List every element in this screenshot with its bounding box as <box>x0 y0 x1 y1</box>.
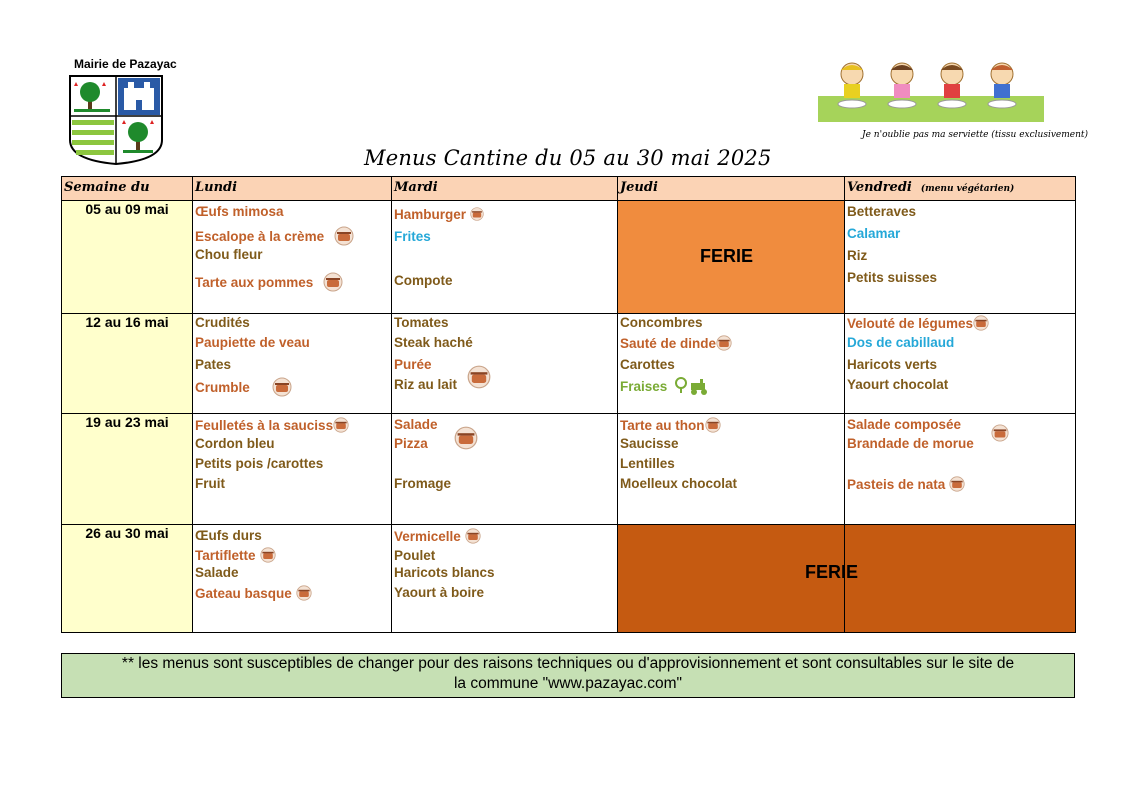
mairie-name: Mairie de Pazayac <box>74 57 177 71</box>
local-farm-icon <box>675 377 715 398</box>
lundi-cell <box>193 414 392 525</box>
lundi-cell <box>193 201 392 314</box>
cooking-pot-icon <box>949 476 965 495</box>
menu-item: Escalope à la crème <box>195 226 354 249</box>
menu-item: Salade <box>394 417 438 432</box>
menu-item: Pates <box>195 357 232 372</box>
cooking-pot-icon <box>323 272 343 295</box>
menu-item: Concombres <box>620 315 703 330</box>
cooking-pot-icon <box>716 335 732 354</box>
vendredi-cell <box>845 201 1076 314</box>
jeudi-cell <box>618 314 845 414</box>
menu-item: Carottes <box>620 357 675 372</box>
lundi-cell <box>193 314 392 414</box>
menu-item: Crumble <box>195 377 292 400</box>
table-row <box>62 414 1076 525</box>
cooking-pot-icon <box>973 315 989 334</box>
menu-item: Sauté de dinde <box>620 335 732 354</box>
cooking-pot-icon <box>467 365 491 392</box>
menu-item: Velouté de légumes <box>847 315 989 334</box>
cooking-pot-icon <box>334 226 354 249</box>
menu-item: Gateau basque <box>195 585 312 604</box>
menu-item: Brandade de morue <box>847 436 974 451</box>
coat-of-arms-icon <box>68 74 164 166</box>
menu-item: Chou fleur <box>195 247 263 262</box>
cooking-pot-icon <box>705 417 721 436</box>
vendredi-cell <box>845 314 1076 414</box>
menu-item: Petits pois /carottes <box>195 456 324 471</box>
cooking-pot-icon <box>991 424 1009 447</box>
menu-item: Frites <box>394 229 431 244</box>
menu-item: Fromage <box>394 476 452 491</box>
footer-line-2: la commune "www.pazayac.com" <box>453 675 683 692</box>
menu-item: Betteraves <box>847 204 917 219</box>
menu-item: Haricots verts <box>847 357 938 372</box>
ferie-cell <box>618 201 845 314</box>
cooking-pot-icon <box>465 528 481 547</box>
column-header-mardi: Mardi <box>392 177 618 201</box>
menu-item: Compote <box>394 273 453 288</box>
menu-item: Vermicelle <box>394 528 481 547</box>
week-label: 26 au 30 mai <box>62 525 193 633</box>
menu-item: Poulet <box>394 548 436 563</box>
vendredi-label: Vendredi <box>847 180 912 195</box>
table-header-row <box>62 177 1076 201</box>
menu-item: Moelleux chocolat <box>620 476 738 491</box>
jeudi-cell <box>618 414 845 525</box>
menu-item: Calamar <box>847 226 901 241</box>
menu-item: Pasteis de nata <box>847 476 965 495</box>
cooking-pot-icon <box>470 207 484 224</box>
menu-item: Lentilles <box>620 456 675 471</box>
cooking-pot-icon <box>260 547 276 566</box>
serviette-note: Je n'oublie pas ma serviette (tissu exclusivement) <box>862 130 1089 140</box>
menu-item: Fraises <box>620 377 715 398</box>
table-row <box>62 314 1076 414</box>
menu-item: Salade composée <box>847 417 962 432</box>
ferie-label: FERIE <box>805 562 859 582</box>
cooking-pot-icon <box>296 585 312 604</box>
week-label: 19 au 23 mai <box>62 414 193 525</box>
menu-item: Cordon bleu <box>195 436 275 451</box>
menu-item: Paupiette de veau <box>195 335 310 350</box>
column-header-jeudi: Jeudi <box>618 177 845 201</box>
menu-item: Tarte au thon <box>620 417 721 436</box>
footer-note <box>61 653 1075 698</box>
vendredi-note: (menu végétarien) <box>920 184 1015 194</box>
mardi-cell <box>392 414 618 525</box>
vendredi-cell <box>845 414 1076 525</box>
menu-item: Hamburger <box>394 207 484 224</box>
footer-line-1: ** les menus sont susceptibles de changer pour des raisons techniques ou d'approvisionnement et sont consultables sur le site de <box>121 655 1015 672</box>
children-eating-icon <box>818 60 1044 122</box>
table-row <box>62 201 1076 314</box>
cooking-pot-icon <box>333 417 349 436</box>
menu-item: Crudités <box>195 315 250 330</box>
week-label: 05 au 09 mai <box>62 201 193 314</box>
menu-item: Feulletés à la sauciss <box>195 417 349 436</box>
menu-item: Fruit <box>195 476 225 491</box>
menu-item: Petits suisses <box>847 270 938 285</box>
menu-item: Œufs mimosa <box>195 204 284 219</box>
cooking-pot-icon <box>272 377 292 400</box>
menu-item: Tomates <box>394 315 449 330</box>
menu-item: Tarte aux pommes <box>195 272 343 295</box>
menu-item: Salade <box>195 565 239 580</box>
menu-item: Steak haché <box>394 335 473 350</box>
menu-item: Dos de cabillaud <box>847 335 955 350</box>
column-header-vendredi <box>845 177 1076 201</box>
page-title: Menus Cantine du 05 au 30 mai 2025 <box>364 146 772 170</box>
menu-item: Haricots blancs <box>394 565 495 580</box>
menu-item: Saucisse <box>620 436 679 451</box>
menu-table <box>61 176 1076 633</box>
mardi-cell <box>392 314 618 414</box>
mardi-cell <box>392 201 618 314</box>
column-header-lundi: Lundi <box>193 177 392 201</box>
lundi-cell <box>193 525 392 633</box>
menu-item: Riz <box>847 248 868 263</box>
menu-item: Tartiflette <box>195 547 276 566</box>
ferie-label: FERIE <box>700 246 754 266</box>
menu-item: Yaourt chocolat <box>847 377 949 392</box>
ferie-cell <box>618 525 1076 633</box>
menu-item: Pizza <box>394 436 478 453</box>
column-header-week: Semaine du <box>62 177 193 201</box>
menu-item: Œufs durs <box>195 528 262 543</box>
menu-item: Yaourt à boire <box>394 585 485 600</box>
cooking-pot-icon <box>454 426 478 453</box>
mardi-cell <box>392 525 618 633</box>
week-label: 12 au 16 mai <box>62 314 193 414</box>
menu-item: Purée <box>394 357 432 372</box>
menu-item: Riz au lait <box>394 377 491 392</box>
table-row <box>62 525 1076 633</box>
